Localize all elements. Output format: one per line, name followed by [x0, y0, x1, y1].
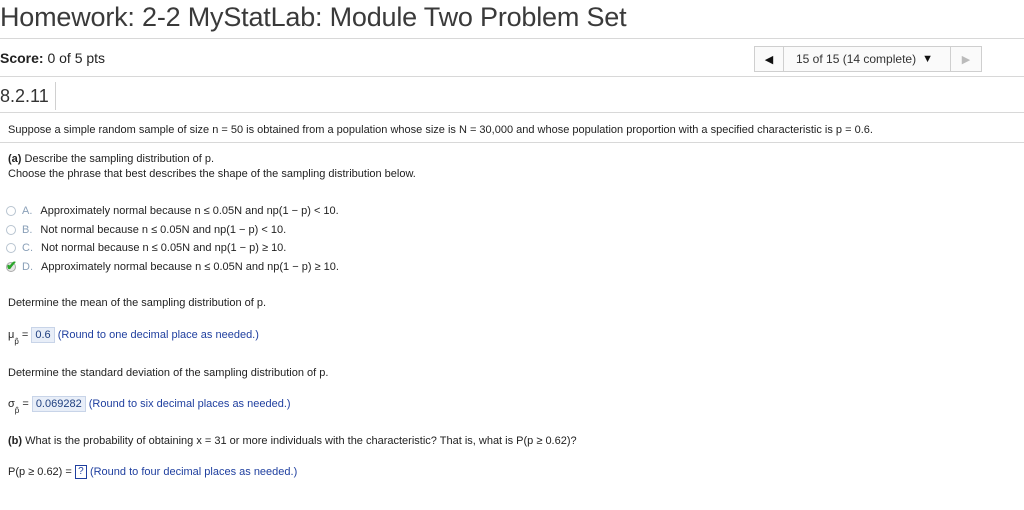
- score-label: Score:: [0, 50, 44, 66]
- question-navigator: [754, 46, 982, 72]
- mean-answer-row: [8, 327, 259, 346]
- sd-answer-box[interactable]: 0.069282: [32, 396, 86, 412]
- score-display: [0, 50, 105, 66]
- mean-prompt: Determine the mean of the sampling distribution of p.: [8, 297, 267, 309]
- triangle-down-icon: ▼: [922, 53, 933, 65]
- prob-answer-input[interactable]: ?: [75, 465, 87, 479]
- score-value: 0 of 5 pts: [47, 50, 106, 66]
- p-hat-subscript-icon: p̂: [14, 337, 19, 346]
- radio-a[interactable]: [6, 206, 16, 216]
- prob-answer-row: [8, 465, 297, 479]
- equals: =: [21, 329, 29, 341]
- option-d[interactable]: [6, 258, 339, 273]
- p-hat-subscript-icon: p̂: [14, 406, 20, 415]
- divider: [0, 112, 1024, 113]
- radio-b[interactable]: [6, 225, 16, 235]
- question-count: 15 of 15 (14 complete): [796, 52, 917, 66]
- part-a-instruction: Choose the phrase that best describes the shape of the sampling distribution below.: [8, 168, 416, 180]
- option-text: Approximately normal because n ≤ 0.05N and np(1 − p) < 10.: [40, 205, 339, 217]
- option-b[interactable]: [6, 224, 286, 236]
- sd-answer-row: [8, 396, 291, 415]
- equals: =: [22, 398, 29, 410]
- radio-c[interactable]: [6, 243, 16, 253]
- question-selector-dropdown[interactable]: [784, 52, 950, 66]
- option-letter: D.: [22, 261, 33, 273]
- part-b-label: (b): [8, 435, 23, 447]
- question-stem: Suppose a simple random sample of size n = 50 is obtained from a population whose size is N = 30,000 and whose population proportion with a specified characteristic is p = 0.6.: [8, 124, 873, 136]
- page-title: Homework: 2-2 MyStatLab: Module Two Problem Set: [0, 2, 627, 32]
- previous-question-button[interactable]: [755, 47, 784, 71]
- triangle-left-icon: ◀: [764, 53, 774, 66]
- option-text: Approximately normal because n ≤ 0.05N and np(1 − p) ≥ 10.: [41, 261, 339, 273]
- option-letter: B.: [22, 224, 33, 236]
- checkmark-icon: ✔: [6, 258, 17, 273]
- option-letter: C.: [22, 242, 33, 254]
- divider: [0, 142, 1024, 143]
- radio-d[interactable]: [6, 258, 17, 273]
- mean-answer-box[interactable]: 0.6: [31, 327, 54, 343]
- prob-hint: (Round to four decimal places as needed.): [89, 465, 298, 478]
- divider: [0, 76, 1024, 77]
- sd-symbol: σ: [8, 398, 15, 410]
- question-number: 8.2.11: [0, 82, 56, 110]
- next-question-button[interactable]: [950, 47, 981, 71]
- option-c[interactable]: [6, 242, 286, 254]
- mean-symbol: μ: [8, 329, 15, 341]
- part-a-heading: [8, 153, 214, 165]
- option-a[interactable]: [6, 205, 339, 217]
- part-b-text: What is the probability of obtaining x = 31 or more individuals with the characteristic? That is, what is P(p ≥ 0.62)?: [25, 435, 577, 447]
- mean-hint: (Round to one decimal place as needed.): [57, 329, 259, 341]
- sd-prompt: Determine the standard deviation of the sampling distribution of p.: [8, 367, 329, 379]
- prob-expression: P(p ≥ 0.62) =: [8, 465, 72, 478]
- divider: [0, 38, 1024, 39]
- part-a-label: (a): [8, 153, 22, 165]
- triangle-right-icon: ▶: [961, 53, 971, 66]
- option-text: Not normal because n ≤ 0.05N and np(1 − p) < 10.: [40, 224, 287, 236]
- part-b-heading: [8, 435, 577, 447]
- sd-hint: (Round to six decimal places as needed.): [88, 398, 291, 410]
- option-text: Not normal because n ≤ 0.05N and np(1 − p) ≥ 10.: [41, 242, 287, 254]
- option-letter: A.: [22, 205, 33, 217]
- part-a-text: Describe the sampling distribution of p.: [24, 153, 215, 165]
